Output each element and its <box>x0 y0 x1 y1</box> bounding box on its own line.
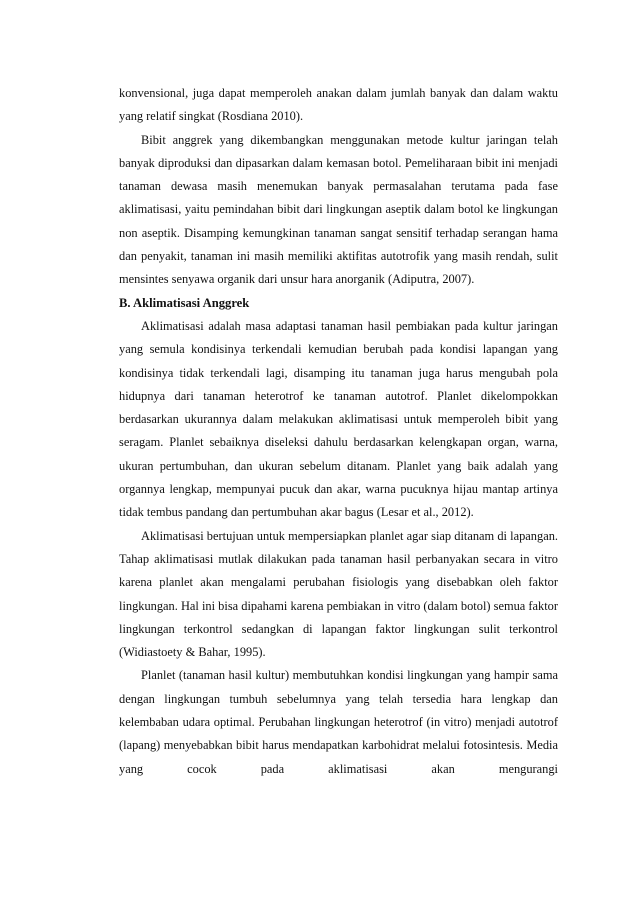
document-page <box>119 82 558 781</box>
paragraph-bibit-anggrek: Bibit anggrek yang dikembangkan menggunakan metode kultur jaringan telah banyak diproduksi dan dipasarkan dalam kemasan botol. Pemeliharaan bibit ini menjadi tanaman dewasa masih menemukan banyak permasalahan terutama pada fase aklimatisasi, yaitu pemindahan bibit dari lingkungan aseptik dalam botol ke lingkungan non aseptik. Disamping kemungkinan tanaman sangat sensitif terhadap serangan hama dan penyakit, tanaman ini masih memiliki aktifitas autotrofik yang masih rendah, sulit mensintes senyawa organik dari unsur hara anorganik (Adiputra, 2007). <box>119 132 558 287</box>
section-heading: B. Aklimatisasi Anggrek <box>119 295 250 310</box>
paragraph-continuation: konvensional, juga dapat memperoleh anakan dalam jumlah banyak dan dalam waktu yang relatif singkat (Rosdiana 2010). <box>119 86 558 124</box>
paragraph-aklimatisasi-tujuan: Aklimatisasi bertujuan untuk mempersiapkan planlet agar siap ditanam di lapangan. Tahap aklimatisasi mutlak dilakukan pada tanaman hasil perbanyakan secara in vitro karena planlet akan mengalami perubahan fisiologis yang disebabkan oleh faktor lingkungan. Hal ini bisa dipahami karena pembiakan in vitro (dalam botol) semua faktor lingkungan terkontrol sedangkan di lapangan faktor lingkungan sulit terkontrol (Widiastoety & Bahar, 1995). <box>119 528 558 660</box>
paragraph-planlet-kondisi: Planlet (tanaman hasil kultur) membutuhkan kondisi lingkungan yang hampir sama dengan lingkungan tumbuh sebelumnya yang telah tersedia hara lengkap dan kelembaban udara optimal. Perubahan lingkungan heterotrof (in vitro) menjadi autotrof (lapang) menyebabkan bibit harus mendapatkan karbohidrat melalui fotosintesis. Media yang cocok pada aklimatisasi akan mengurangi <box>119 668 558 776</box>
paragraph-aklimatisasi-definisi: Aklimatisasi adalah masa adaptasi tanaman hasil pembiakan pada kultur jaringan yang semula kondisinya terkendali kemudian berubah pada kondisi lapangan yang kondisinya tidak terkendali lagi, disamping itu tanaman juga harus mengubah pola hidupnya dari tanaman heterotrof ke tanaman autotrof. Planlet dikelompokkan berdasarkan ukurannya dalam melakukan aklimatisasi untuk memperoleh bibit yang seragam. Planlet sebaiknya diseleksi dahulu berdasarkan kelengkapan organ, warna, ukuran pertumbuhan, dan ukuran sebelum ditanam. Planlet yang baik adalah yang organnya lengkap, mempunyai pucuk dan akar, warna pucuknya hijau mantap artinya tidak tembus pandang dan pertumbuhan akar bagus (Lesar et al., 2012). <box>119 318 558 520</box>
